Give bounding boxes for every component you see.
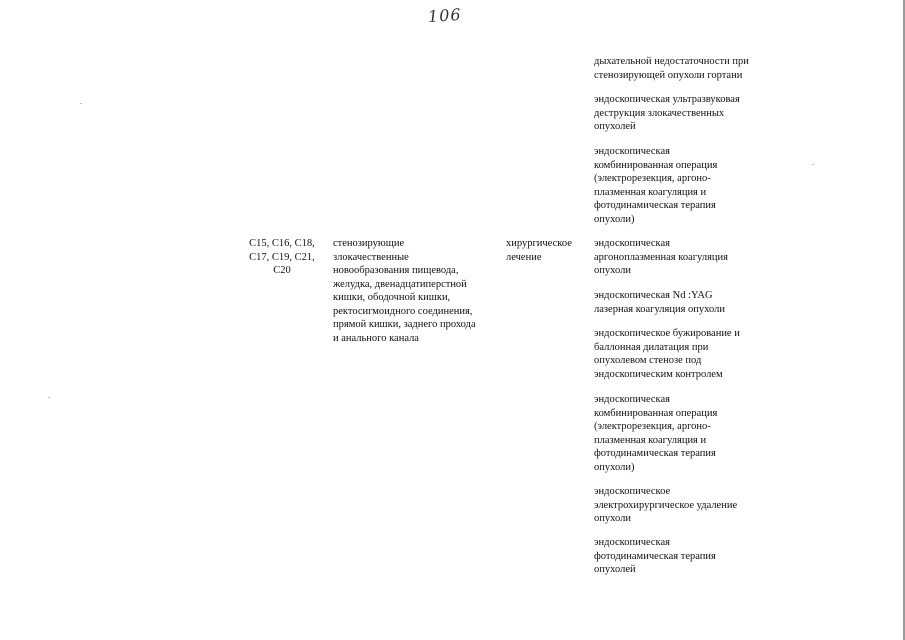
text-line: желудка, двенадцатиперстной [333,278,467,290]
diagnosis-cell [333,237,505,345]
text-line: эндоскопическая [594,394,670,405]
text-line: хирургическое [506,238,572,249]
text-line: (электрорезекция, аргоно- [594,421,711,432]
text-line: опухолей [594,121,636,132]
text-line: деструкция злокачественных [594,107,725,119]
text-line: эндоскопическая [594,238,670,249]
text-line: прямой кишки, заднего прохода [333,319,476,330]
text-line: эндоскопическая [594,537,670,548]
text-line: C17, C19, C21, [249,251,315,263]
text-line: опухолей [594,564,636,575]
text-line: лечение [506,251,542,263]
text-line: C15, C16, C18, [249,238,315,249]
text-line: кишки, ободочной кишки, [333,292,451,303]
text-line: фотодинамическая терапия [594,200,716,211]
text-line: опухолевом стенозе под [594,355,702,366]
text-line: электрохирургическое удаление [594,499,738,511]
text-line: плазменная коагуляция и [594,434,707,446]
text-line: стенозирующей опухоли гортани [594,69,743,81]
method-entry [594,237,784,278]
text-line: дыхательной недостаточности при [594,56,749,67]
text-line: фотодинамическая терапия [594,550,716,562]
text-line: аргоноплазменная коагуляция [594,251,728,263]
text-line: эндоскопическое бужирование и [594,328,740,339]
method-entry [594,327,784,381]
method-entry [594,289,784,316]
text-line: и анального канала [333,332,419,344]
text-line: злокачественные [333,251,409,263]
method-entry [594,93,784,134]
method-entry [594,485,784,526]
text-line: эндоскопическое [594,486,671,497]
text-line: комбинированная операция [594,159,718,171]
text-line: C20 [273,265,291,276]
text-line: стенозирующие [333,238,405,249]
text-line: опухоли [594,265,631,276]
text-line: опухоли [594,513,631,524]
scan-speck [48,397,50,398]
text-line: эндоскопическая Nd :YAG [594,290,713,301]
text-line: баллонная дилатация при [594,341,709,353]
scan-speck [812,164,814,165]
method-entry [594,536,784,577]
scan-speck [80,103,82,104]
text-line: эндоскопическая [594,146,670,157]
text-line: опухоли) [594,213,635,225]
text-line: эндоскопическая ультразвуковая [594,94,740,105]
text-line: лазерная коагуляция опухоли [594,303,725,315]
text-line: опухоли) [594,461,635,473]
text-line: комбинированная операция [594,407,718,419]
method-entry [594,145,784,226]
text-line: фотодинамическая терапия [594,448,716,459]
page-number: 106 [427,4,463,27]
text-line: эндоскопическим контролем [594,368,723,380]
text-line: (электрорезекция, аргоно- [594,173,711,184]
icd-codes-cell [240,237,324,278]
text-line: плазменная коагуляция и [594,186,707,198]
text-line: новообразования пищевода, [333,265,459,276]
text-line: ректосигмоидного соединения, [333,305,473,317]
method-entry [594,393,784,474]
treatment-type-cell [506,237,588,264]
method-entry [594,55,784,82]
